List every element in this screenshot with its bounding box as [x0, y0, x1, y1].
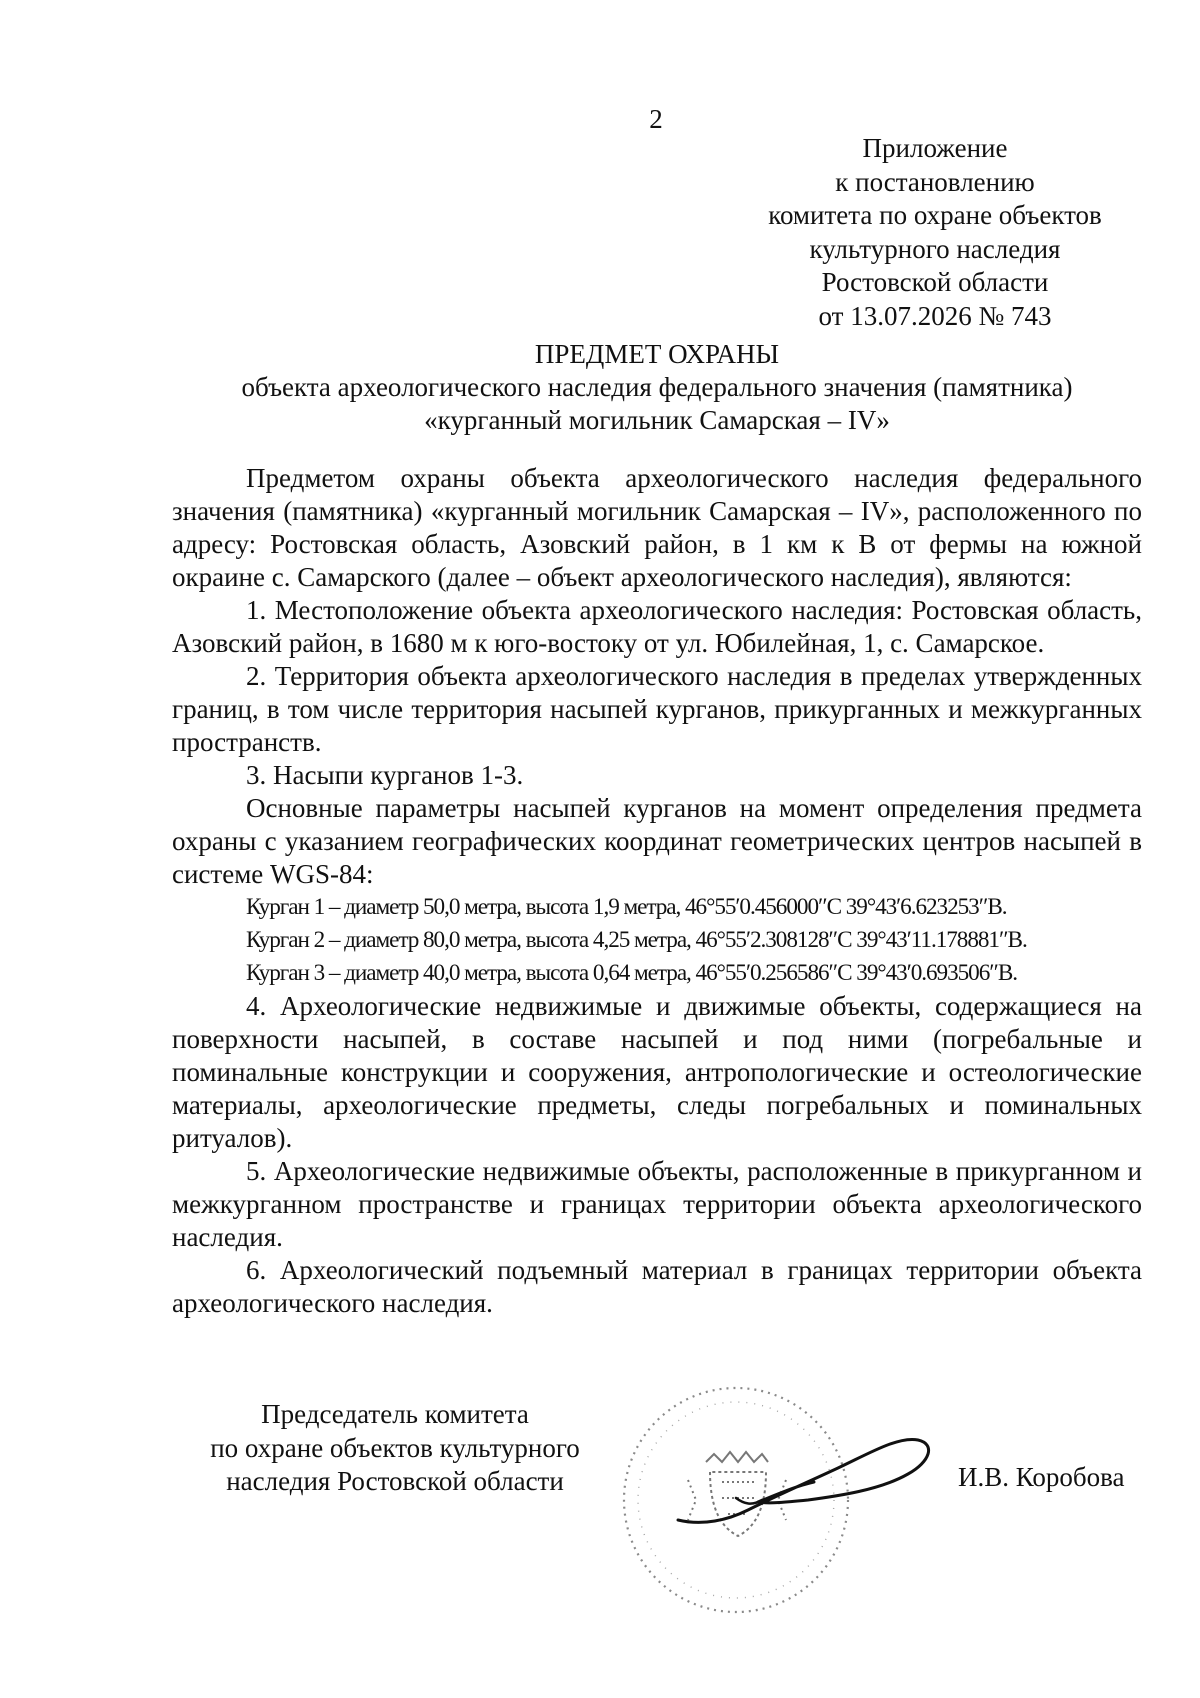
title-object-name: «курганный могильник Самарская – IV»	[424, 405, 890, 435]
appendix-line: от 13.07.2026 № 743	[818, 300, 1052, 331]
position-line: по охране объектов культурного	[210, 1432, 580, 1463]
kurgan-1-line: Курган 1 – диаметр 50,0 метра, высота 1,9 метра, 46°55′0.456000″С 39°43′6.623253″В.	[246, 894, 1007, 920]
appendix-line: комитета по охране объектов	[768, 200, 1102, 231]
title-heading: ПРЕДМЕТ ОХРАНЫ	[534, 339, 780, 369]
official-stamp-and-signature	[618, 1350, 948, 1650]
kurgan-2-line: Курган 2 – диаметр 80,0 метра, высота 4,25 метра, 46°55′2.308128″С 39°43′11.178881″В.	[246, 927, 1027, 953]
document-title	[172, 338, 1142, 437]
position-line: наследия Ростовской области	[226, 1466, 564, 1496]
params-paragraph: Основные параметры насыпей курганов на момент определения предмета охраны с указанием географических координат геометрических центров насыпей в системе WGS-84:	[172, 793, 1142, 889]
item-5: 5. Археологические недвижимые объекты, расположенные в прикурганном и межкурганном пространстве и границах территории объекта археологического наследия.	[172, 1156, 1142, 1252]
appendix-line: к постановлению	[835, 166, 1035, 197]
title-subtitle: объекта археологического наследия федерального значения (памятника)	[241, 372, 1073, 402]
appendix-line: культурного наследия	[809, 233, 1061, 264]
appendix-line: Приложение	[862, 133, 1008, 163]
appendix-line: Ростовской области	[821, 267, 1049, 298]
signer-name: И.В. Коробова	[958, 1462, 1125, 1492]
item-2: 2. Территория объекта археологического наследия в пределах утвержденных границ, в том числе территория насыпей курганов, прикурганных и межкурганных пространств.	[172, 661, 1142, 757]
document-body	[172, 462, 1142, 1320]
item-3: 3. Насыпи курганов 1-3.	[246, 760, 524, 790]
position-line: Председатель комитета	[261, 1399, 529, 1429]
page-number: 2	[649, 104, 663, 134]
kurgan-3-line: Курган 3 – диаметр 40,0 метра, высота 0,64 метра, 46°55′0.256586″С 39°43′0.693506″В.	[246, 960, 1018, 986]
item-4: 4. Археологические недвижимые и движимые объекты, содержащиеся на поверхности насыпей, в составе насыпей и под ними (погребальные и поминальные конструкции и сооружения, антропологические и остеологические материалы, археологические предметы, следы погребальных и поминальных ритуалов).	[172, 991, 1142, 1153]
item-6: 6. Археологический подъемный материал в границах территории объекта археологического наследия.	[172, 1255, 1142, 1318]
item-1: 1. Местоположение объекта археологического наследия: Ростовская область, Азовский район, в 1680 м к юго-востоку от ул. Юбилейная, 1, с. Самарское.	[172, 595, 1142, 658]
intro-paragraph: Предметом охраны объекта археологического наследия федерального значения (памятника) «курганный могильник Самарская – IV», расположенного по адресу: Ростовская область, Азовский район, в 1 км к В от фермы на южной окраине с. Самарского (далее – объект археологического наследия), являются:	[172, 463, 1142, 592]
signatory-position	[180, 1398, 610, 1499]
appendix-header	[730, 132, 1140, 334]
